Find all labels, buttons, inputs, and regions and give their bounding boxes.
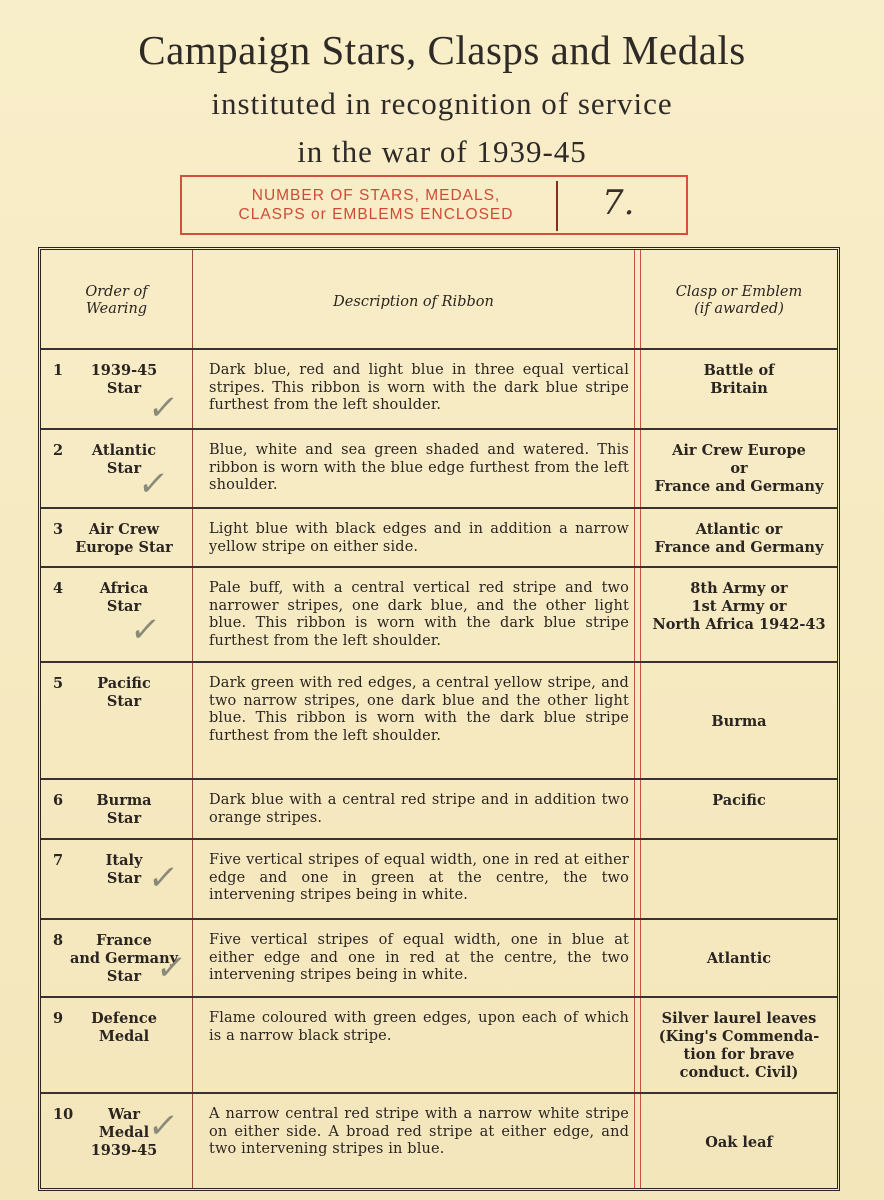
ribbon-description: Pale buff, with a central vertical red stripe and two narrower stripes, one dark blue, and the other light blue. This ribbon is worn with the dark blue stripe furthest from the left shoulder. (209, 580, 629, 649)
ribbon-description: Flame coloured with green edges, upon each of which is a narrow black stripe. (209, 1010, 629, 1044)
enclosed-count-box (180, 175, 688, 235)
row-divider (41, 661, 837, 663)
medal-name: Pacific Star (97, 675, 151, 710)
medal-name-cell (49, 675, 185, 711)
medal-name: Burma Star (96, 792, 152, 827)
ribbon-description: Five vertical stripes of equal width, one in blue at either edge and one in red at the centre, the two intervening stripes being in white. (209, 932, 629, 983)
row-divider (41, 566, 837, 568)
medal-name-cell (49, 792, 185, 828)
row-divider (41, 1092, 837, 1094)
medal-name: Air Crew Europe Star (75, 521, 173, 556)
clasp-or-emblem: Silver laurel leaves (King's Commenda- tion for brave conduct. Civil) (658, 1010, 820, 1081)
medal-name: France and Germany Star (69, 932, 179, 985)
medal-name-cell (49, 521, 185, 557)
check-mark-icon: ✓ (135, 464, 172, 504)
header-clasp-or-emblem: Clasp or Emblem (if awarded) (675, 284, 803, 317)
order-number: 4 (53, 580, 64, 597)
clasp-or-emblem: Battle of Britain (703, 362, 775, 397)
check-mark-icon: ✓ (145, 858, 182, 898)
row-divider (41, 996, 837, 998)
order-number: 5 (53, 675, 64, 692)
row-divider (41, 348, 837, 350)
header-description-of-ribbon: Description of Ribbon (333, 294, 494, 310)
medals-table (38, 247, 840, 1191)
ribbon-description: Five vertical stripes of equal width, one in red at either edge and one in green at the centre, the two intervening stripes being in white. (209, 852, 629, 903)
order-number: 3 (53, 521, 64, 538)
order-number: 1 (53, 362, 64, 379)
medal-name-cell (49, 1010, 185, 1046)
check-mark-icon: ✓ (145, 388, 182, 428)
clasp-or-emblem: Pacific (712, 792, 766, 809)
column-divider (634, 250, 635, 1188)
clasp-or-emblem: Air Crew Europe or France and Germany (654, 442, 824, 495)
row-divider (41, 778, 837, 780)
medal-name: Africa Star (99, 580, 149, 615)
clasp-or-emblem: Atlantic or France and Germany (654, 521, 824, 556)
enclosed-count-label-line1: NUMBER OF STARS, MEDALS, (251, 187, 501, 204)
clasp-or-emblem: 8th Army or 1st Army or North Africa 1942-43 (652, 580, 826, 633)
ribbon-description: Blue, white and sea green shaded and watered. This ribbon is worn with the blue edge furthest from the left shoulder. (209, 442, 629, 493)
row-divider (41, 838, 837, 840)
clasp-or-emblem: Burma (711, 712, 767, 730)
ribbon-description: Dark blue, red and light blue in three equal vertical stripes. This ribbon is worn with the dark blue stripe furthest from the left shoulder. (209, 362, 629, 413)
medal-name: Atlantic Star (91, 442, 157, 477)
check-mark-icon: ✓ (145, 1106, 182, 1146)
enclosed-count-value: 7. (602, 183, 635, 223)
order-number: 9 (53, 1010, 64, 1027)
enclosed-count-label-line2: CLASPS or EMBLEMS ENCLOSED (238, 206, 514, 223)
check-mark-icon: ✓ (127, 610, 164, 650)
header-order-of-wearing: Order of Wearing (85, 284, 148, 317)
row-divider (41, 428, 837, 430)
document-subtitle-line2: in the war of 1939-45 (297, 134, 587, 169)
order-number: 8 (53, 932, 64, 949)
column-divider (192, 250, 193, 1188)
check-mark-icon: ✓ (153, 948, 190, 988)
row-divider (41, 918, 837, 920)
enclosed-count-label (196, 186, 556, 224)
medal-name: Italy Star (105, 852, 143, 887)
row-divider (41, 507, 837, 509)
document-title: Campaign Stars, Clasps and Medals (138, 27, 746, 73)
order-number: 6 (53, 792, 64, 809)
ribbon-description: Dark green with red edges, a central yellow stripe, and two narrow stripes, one dark blue and the other light blue. This ribbon is worn with the dark blue stripe furthest from the left shoulder. (209, 675, 629, 744)
document-subtitle-line1: instituted in recognition of service (211, 86, 673, 121)
ribbon-description: Dark blue with a central red stripe and in addition two orange stripes. (209, 792, 629, 826)
ribbon-description: Light blue with black edges and in addition a narrow yellow stripe on either side. (209, 521, 629, 555)
ribbon-description: A narrow central red stripe with a narrow white stripe on either side. A broad red stripe at either edge, and two intervening stripes in blue. (209, 1106, 629, 1157)
medal-name: 1939-45 Star (90, 362, 158, 397)
medal-name: Defence Medal (91, 1010, 157, 1045)
order-number: 10 (53, 1106, 74, 1123)
clasp-or-emblem: Atlantic (706, 950, 772, 967)
medal-name-cell (49, 580, 185, 616)
clasp-or-emblem: Oak leaf (705, 1133, 773, 1151)
order-number: 7 (53, 852, 64, 869)
count-box-divider (556, 181, 558, 231)
medal-name: War Medal 1939-45 (90, 1106, 158, 1159)
order-number: 2 (53, 442, 64, 459)
